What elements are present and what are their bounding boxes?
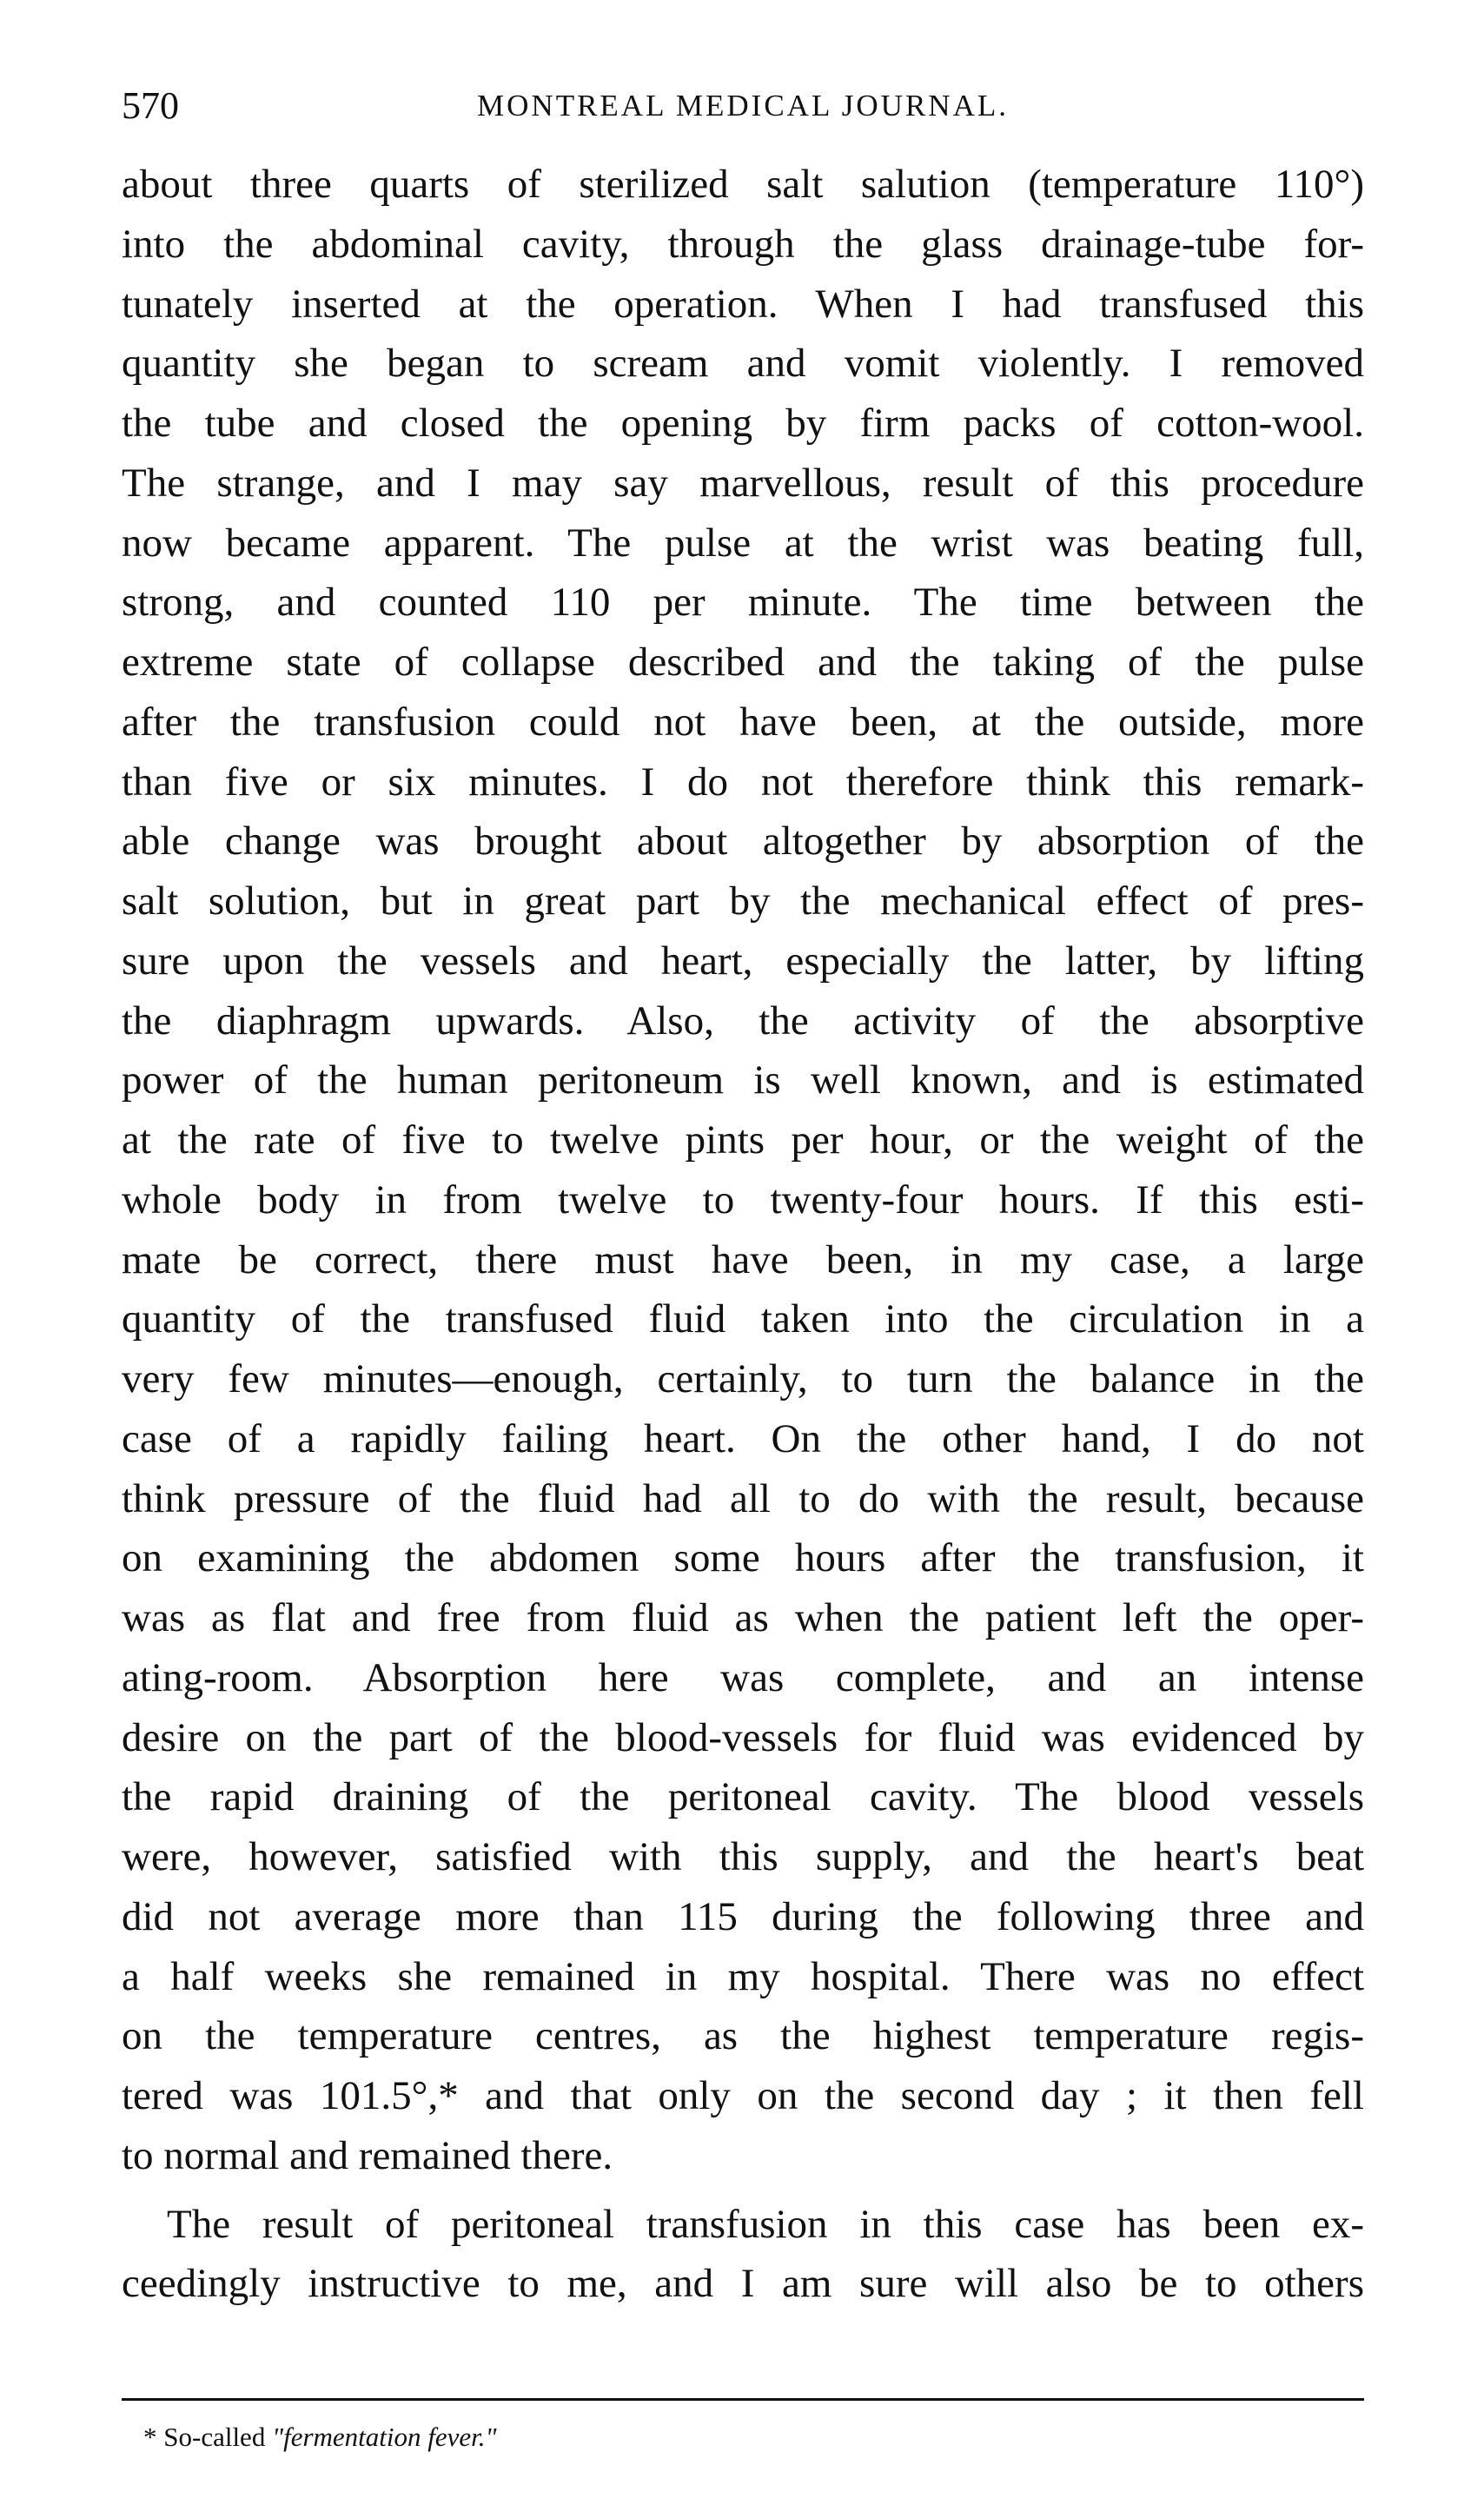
text-line: a half weeks she remained in my hospital. There was no effect <box>122 1953 1364 1999</box>
text-line: the diaphragm upwards. Also, the activity of the absorptive <box>122 997 1364 1044</box>
text-line: salt solution, but in great part by the mechanical effect of pres- <box>122 878 1364 924</box>
footnote <box>143 2416 1273 2458</box>
text-line: think pressure of the fluid had all to do with the result, because <box>122 1475 1364 1521</box>
text-line: ating-room. Absorption here was complete, and an intense <box>122 1654 1364 1700</box>
text-line: tunately inserted at the operation. When I had transfused this <box>122 281 1364 327</box>
body-text <box>122 155 1364 2314</box>
running-head: MONTREAL MEDICAL JOURNAL. <box>477 89 1009 123</box>
text-line: after the transfusion could not have been, at the outside, more <box>122 699 1364 745</box>
text-line: about three quarts of sterilized salt salution (temperature 110°) <box>122 162 1364 207</box>
text-line: desire on the part of the blood-vessels for fluid was evidenced by <box>122 1714 1364 1760</box>
page-number: 570 <box>122 84 179 127</box>
text-line: at the rate of five to twelve pints per hour, or the weight of the <box>122 1117 1364 1163</box>
text-line: able change was brought about altogether by absorption of the <box>122 818 1364 865</box>
paragraph-continued <box>122 155 1364 2186</box>
text-line: mate be correct, there must have been, in my case, a large <box>122 1236 1364 1282</box>
text-line: the rapid draining of the peritoneal cavity. The blood vessels <box>122 1774 1364 1820</box>
text-line: were, however, satisfied with this supply, and the heart's beat <box>122 1834 1364 1879</box>
text-line: extreme state of collapse described and the taking of the pulse <box>122 640 1364 685</box>
text-line: now became apparent. The pulse at the wrist was beating full, <box>122 520 1364 566</box>
text-line: did not average more than 115 during the following three and <box>122 1893 1364 1939</box>
page-header <box>122 80 1364 132</box>
footnote-marker: * So-called <box>143 2422 266 2452</box>
text-line: strong, and counted 110 per minute. The time between the <box>122 580 1364 626</box>
text-line: whole body in from twelve to twenty-four hours. If this esti- <box>122 1176 1364 1223</box>
text-line: to normal and remained there. <box>122 2132 613 2178</box>
footnote-divider <box>122 2398 1364 2401</box>
footnote-text: "fermentation fever." <box>272 2422 497 2452</box>
text-line: sure upon the vessels and heart, especially the latter, by lifting <box>122 938 1364 984</box>
paragraph-new <box>122 2195 1364 2315</box>
text-line: than five or six minutes. I do not therefore think this remark- <box>122 759 1364 805</box>
text-line: on the temperature centres, as the highest temperature regis- <box>122 2013 1364 2059</box>
text-line: power of the human peritoneum is well known, and is estimated <box>122 1057 1364 1103</box>
text-line: quantity of the transfused fluid taken into the circulation in a <box>122 1296 1364 1342</box>
text-line: quantity she began to scream and vomit violently. I removed <box>122 341 1364 387</box>
text-line: into the abdominal cavity, through the glass drainage-tube for- <box>122 221 1364 267</box>
text-line: The result of peritoneal transfusion in this case has been ex- <box>167 2201 1364 2247</box>
text-line: the tube and closed the opening by firm packs of cotton-wool. <box>122 401 1364 446</box>
text-line: was as flat and free from fluid as when the patient left the oper- <box>122 1595 1364 1640</box>
text-line: ceedingly instructive to me, and I am sure will also be to others <box>122 2261 1364 2307</box>
text-line: very few minutes—enough, certainly, to turn the balance in the <box>122 1356 1364 1402</box>
text-line: case of a rapidly failing heart. On the other hand, I do not <box>122 1415 1364 1461</box>
text-line: tered was 101.5°,* and that only on the second day ; it then fell <box>122 2073 1364 2118</box>
text-line: on examining the abdomen some hours after the transfusion, it <box>122 1535 1364 1581</box>
text-line: The strange, and I may say marvellous, result of this procedure <box>122 460 1364 506</box>
paragraph-gap <box>122 2186 1364 2195</box>
